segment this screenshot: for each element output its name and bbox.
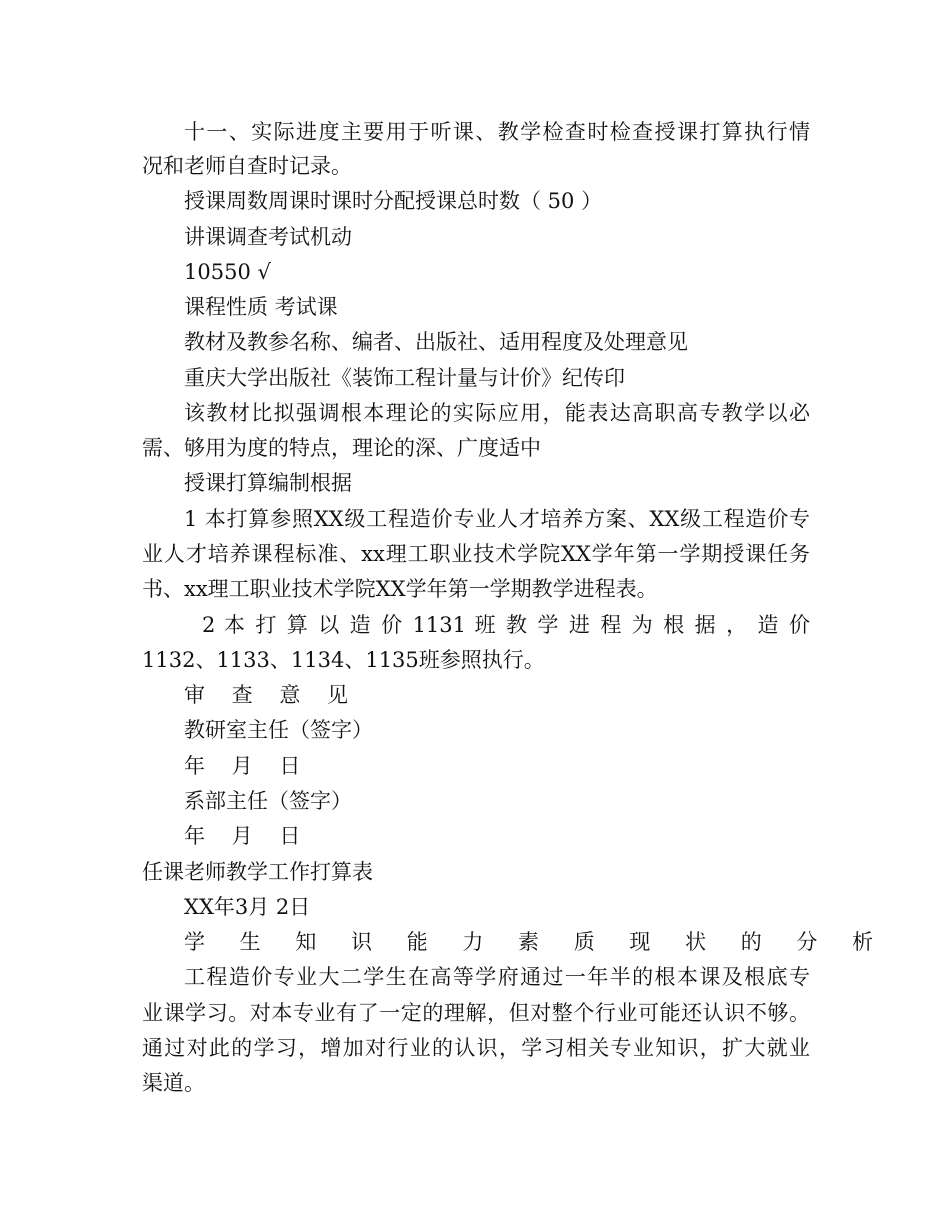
paragraph-line: 授课周数周课时课时分配授课总时数（ 50 ） (184, 189, 603, 213)
paragraph-line: 课程性质 考试课 (184, 295, 338, 319)
paragraph-line: 渠道。 (142, 1071, 205, 1095)
paragraph-line: 况和老师自查时记录。 (142, 154, 352, 178)
paragraph-line: XX年3月 2日 (184, 895, 311, 919)
paragraph-line: 业课学习。对本专业有了一定的理解，但对整个行业可能还认识不够。 (142, 1001, 810, 1025)
section-title: 任课老师教学工作打算表 (142, 860, 373, 884)
paragraph-line: 业人才培养课程标准、xx理工职业技术学院XX学年第一学期授课任务 (142, 542, 810, 566)
paragraph-line: 十一、实际进度主要用于听课、教学检查时检查授课打算执行情 (184, 120, 810, 144)
paragraph-line: 授课打算编制根据 (184, 471, 352, 495)
paragraph-line: 年 月 日 (184, 754, 311, 778)
paragraph-line: 通过对此的学习，增加对行业的认识，学习相关专业知识，扩大就业 (142, 1036, 810, 1060)
paragraph-line: 讲课调查考试机动 (184, 225, 352, 249)
section-heading: 学 生 知 识 能 力 素 质 现 状 的 分 析 (184, 930, 888, 954)
paragraph-line: 10550 √ (184, 260, 271, 284)
paragraph-line: 年 月 日 (184, 824, 311, 848)
paragraph-line: 需、够用为度的特点，理论的深、广度适中 (142, 436, 541, 460)
paragraph-line: 系部主任（签字） (184, 789, 352, 813)
paragraph-line: 教材及教参名称、编者、出版社、适用程度及处理意见 (184, 330, 688, 354)
paragraph-line: 2 本 打 算 以 造 价 1131 班 教 学 进 程 为 根 据 ， 造 价 (202, 613, 810, 637)
paragraph-line: 1 本打算参照XX级工程造价专业人才培养方案、XX级工程造价专 (184, 507, 810, 531)
paragraph-line: 工程造价专业大二学生在高等学府通过一年半的根本课及根底专 (184, 965, 810, 989)
paragraph-line: 书、xx理工职业技术学院XX学年第一学期教学进程表。 (142, 577, 658, 601)
paragraph-line: 审 查 意 见 (184, 683, 359, 707)
paragraph-line: 重庆大学出版社《装饰工程计量与计价》纪传印 (184, 366, 625, 390)
paragraph-line: 1132、1133、1134、1135班参照执行。 (142, 648, 545, 672)
paragraph-line: 该教材比拟强调根本理论的实际应用，能表达高职高专教学以必 (184, 401, 810, 425)
paragraph-line: 教研室主任（签字） (184, 718, 373, 742)
